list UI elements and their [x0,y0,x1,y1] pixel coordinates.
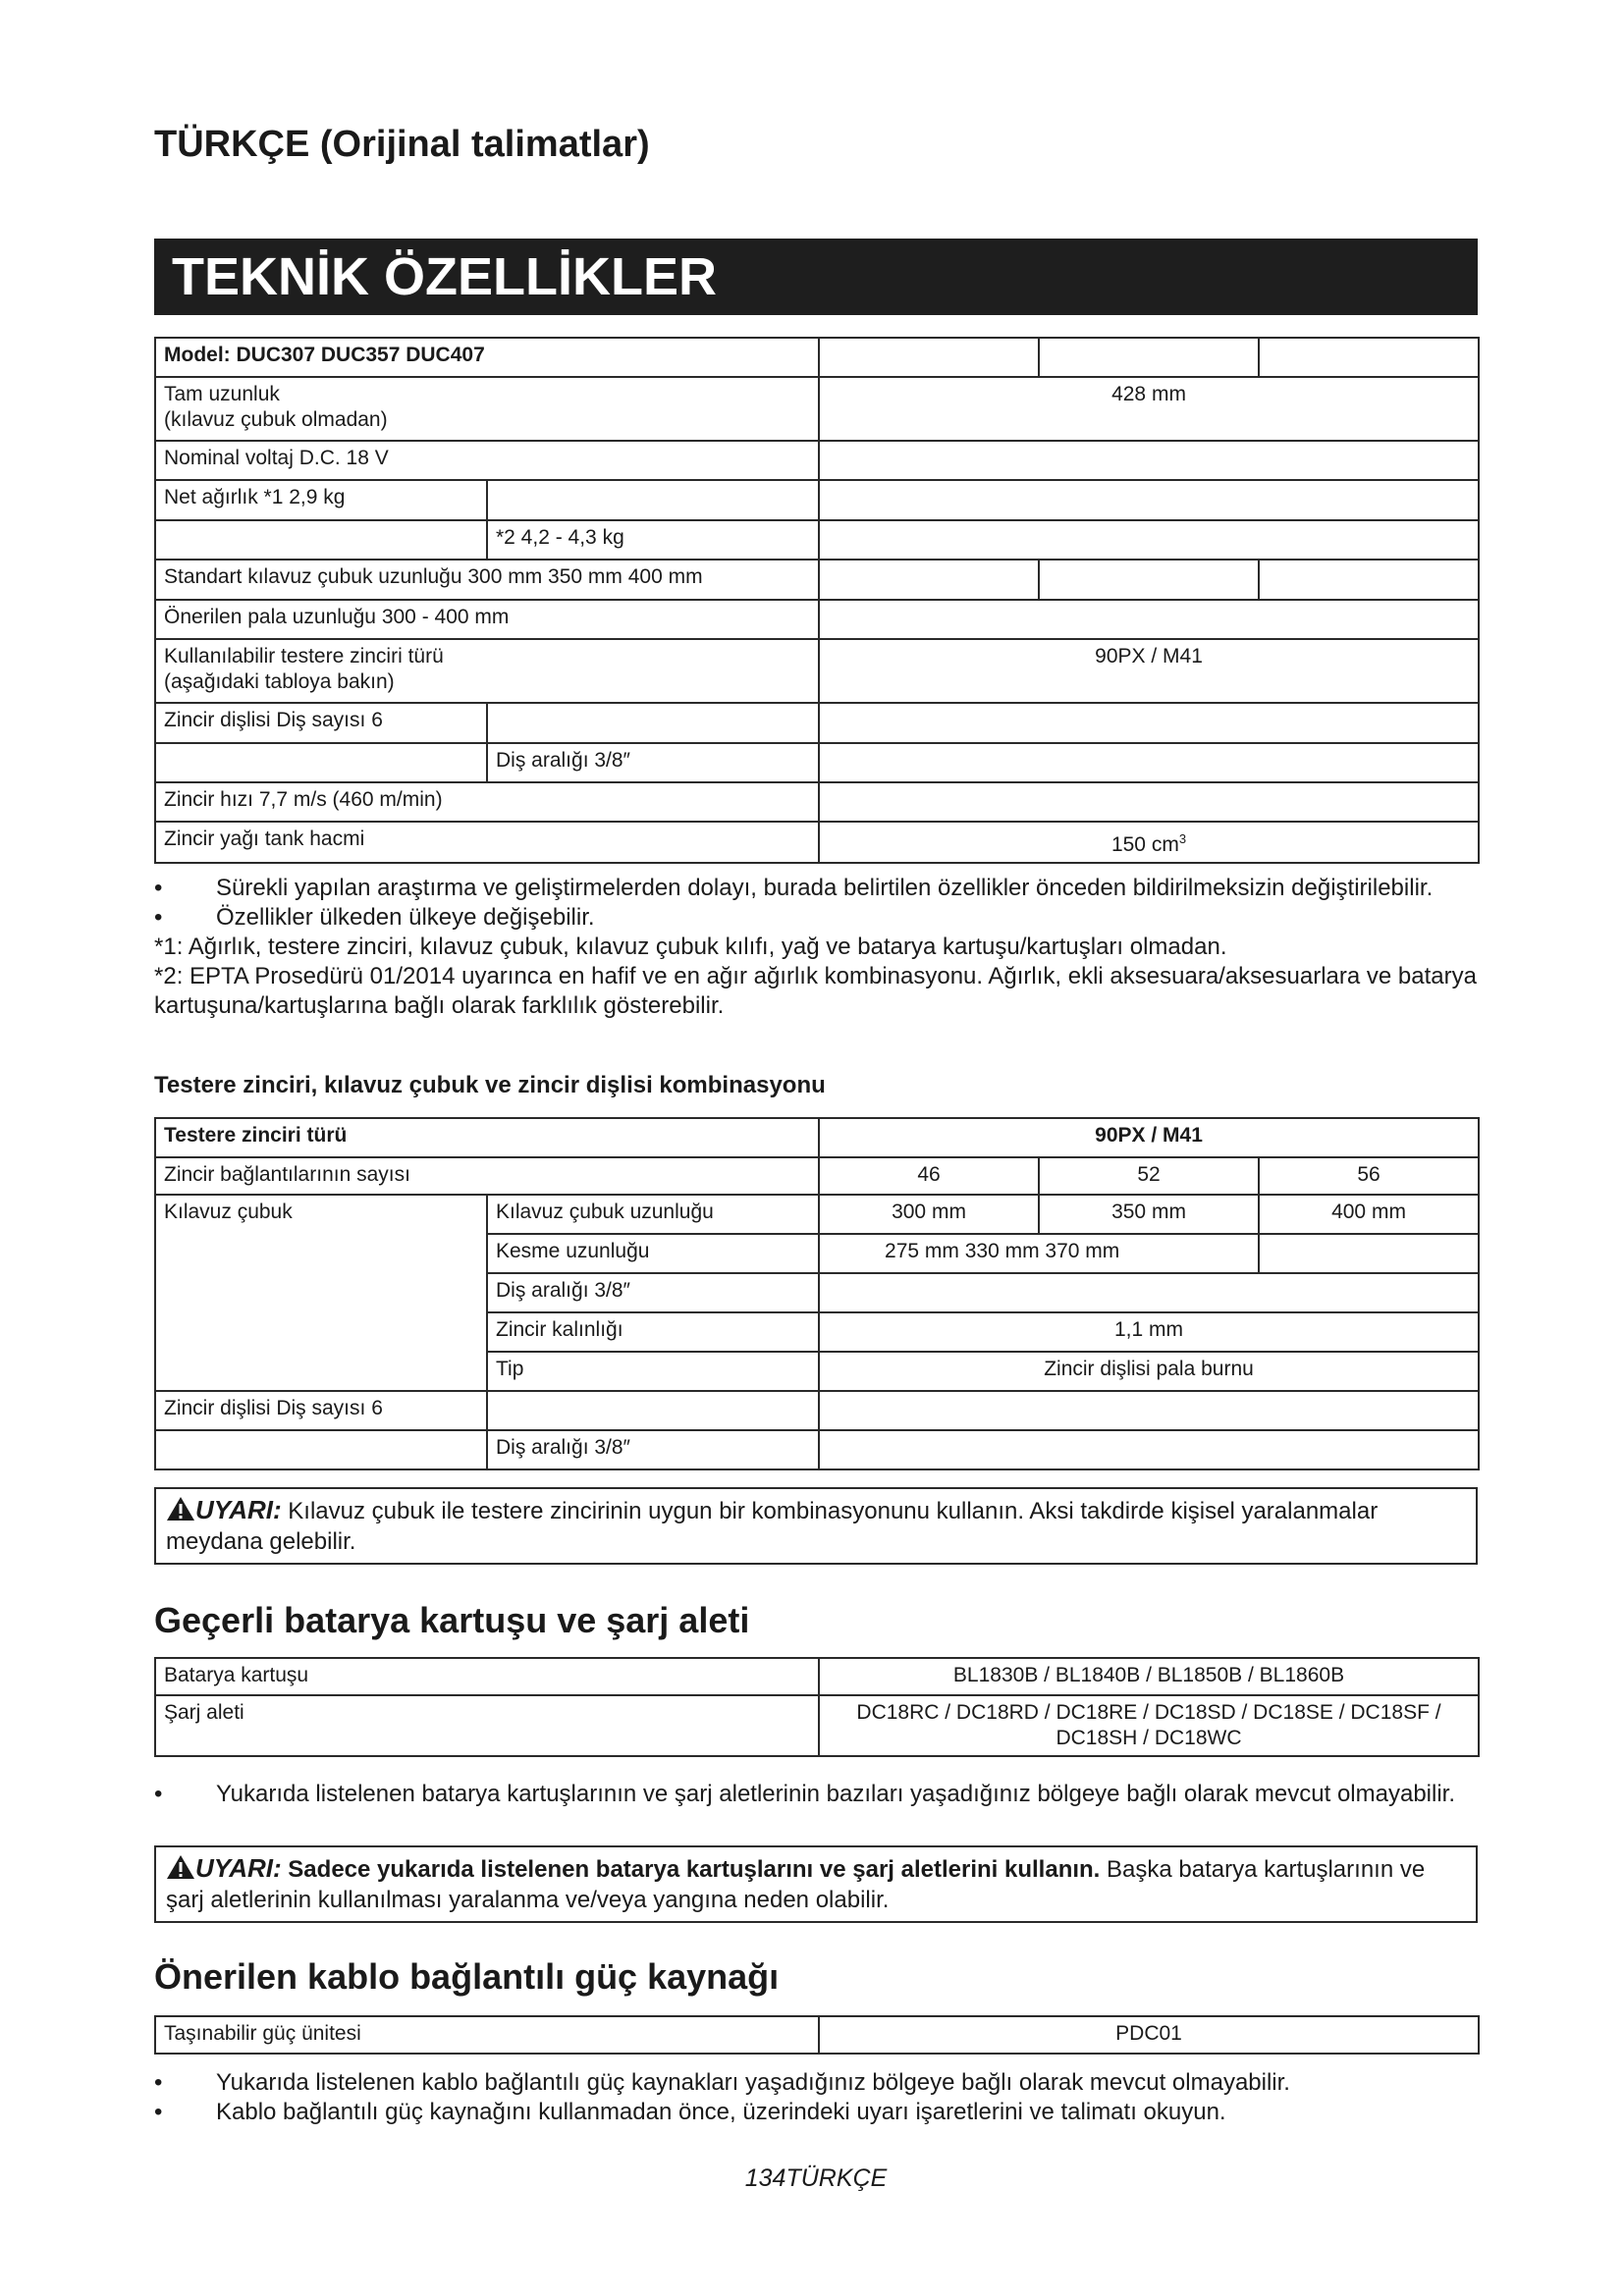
oil-tank-value: 150 $cm^3$ [819,822,1479,863]
power-supply-notes [154,2068,1478,2127]
overall-length-value: 428 mm [819,377,1479,441]
links-value: 52 [1039,1157,1259,1195]
language-title: TÜRKÇE (Orijinal talimatlar) [154,124,650,165]
battery-table [154,1657,1480,1757]
pitch-label: Diş aralığı 3/8″ [487,1273,819,1312]
model-label: Model: DUC307 DUC357 DUC407 [155,338,819,377]
warning-triangle-icon [166,1496,195,1522]
sprocket-pitch: Diş aralığı 3/8″ [487,743,819,782]
overall-length-label: Tam uzunluk (kılavuz çubuk olmadan) [155,377,819,441]
battery-note-bullet: • Yukarıda listelenen batarya kartuşlarının ve şarj aletlerinin bazıları yaşadığınız bölgeye bağlı olarak mevcut olmayabilir. [154,1781,1456,1807]
specifications-banner: TEKNİK ÖZELLİKLER [154,239,1478,315]
sprocket-label: Zincir dişlisi Diş sayısı 6 [155,1391,487,1430]
warning-box-battery [154,1845,1478,1923]
combination-title: Testere zinciri, kılavuz çubuk ve zincir dişlisi kombinasyonu [154,1072,826,1098]
chain-type-header: Testere zinciri türü [155,1118,819,1157]
chain-type-value: 90PX / M41 [819,639,1479,703]
battery-cartridge-label: Batarya kartuşu [155,1658,819,1695]
cutting-length-label: Kesme uzunluğu [487,1234,819,1273]
sprocket-label: Zincir dişlisi Diş sayısı 6 [155,703,487,743]
warning-box-combination [154,1487,1478,1565]
gauge-label: Zincir kalınlığı [487,1312,819,1352]
bar-length-value: 400 mm [1259,1195,1479,1234]
footnote-1: *1: Ağırlık, testere zinciri, kılavuz çubuk, kılavuz çubuk kılıfı, yağ ve batarya kartuşu/kartuşları olmadan. [154,934,1227,960]
cutting-length-values: 275 mm 330 mm 370 mm [819,1234,1259,1273]
power-note-bullet: • Kablo bağlantılı güç kaynağını kullanmadan önce, üzerindeki uyarı işaretlerini ve talimatı okuyun. [154,2099,1226,2125]
spec-note-bullet: • Özellikler ülkeden ülkeye değişebilir. [154,904,595,931]
warning-text: Kılavuz çubuk ile testere zincirinin uygun bir kombinasyonunu kullanın. Aksi takdirde kişisel yaralanmalar meydana gelebilir. [166,1498,1379,1555]
recommended-blade-label: Önerilen pala uzunluğu 300 - 400 mm [155,600,819,639]
warning-text: Başka batarya kartuşlarının ve şarj aletlerinin kullanılması yaralanma ve/veya yangına neden olabilir. [166,1856,1426,1913]
battery-cartridge-value: BL1830B / BL1840B / BL1850B / BL1860B [819,1658,1479,1695]
rated-voltage-label: Nominal voltaj D.C. 18 V [155,441,819,480]
battery-notes [154,1780,1478,1809]
warning-label: UYARI: [195,1853,282,1883]
footnote-2: *2: EPTA Prosedürü 01/2014 uyarınca en hafif ve en ağır ağırlık kombinasyonu. Ağırlık, ekli aksesuara/aksesuarlara ve batarya kartuşuna/kartuşlarına bağlı olarak farklılık gösterebilir. [154,963,1477,1019]
power-unit-value: PDC01 [819,2016,1479,2054]
chain-speed-label: Zincir hızı 7,7 m/s (460 m/min) [155,782,819,822]
oil-tank-label: Zincir yağı tank hacmi [155,822,819,863]
charger-value: DC18RC / DC18RD / DC18RE / DC18SD / DC18SE / DC18SF / DC18SH / DC18WC [819,1695,1479,1756]
gauge-value: 1,1 mm [819,1312,1479,1352]
net-weight-2: *2 4,2 - 4,3 kg [487,520,819,560]
type-value: Zincir dişlisi pala burnu [819,1352,1479,1391]
battery-section-title: Geçerli batarya kartuşu ve şarj aleti [154,1600,750,1640]
links-value: 56 [1259,1157,1479,1195]
bar-length-label: Kılavuz çubuk uzunluğu [487,1195,819,1234]
sprocket-pitch: Diş aralığı 3/8″ [487,1430,819,1469]
warning-strong-text: Sadece yukarıda listelenen batarya kartuşlarını ve şarj aletlerini kullanın. [288,1856,1101,1883]
page-footer: 134TÜRKÇE [744,2164,888,2192]
power-note-bullet: • Yukarıda listelenen kablo bağlantılı güç kaynakları yaşadığınız bölgeye bağlı olarak mevcut olmayabilir. [154,2069,1290,2096]
net-weight-label: Net ağırlık *1 2,9 kg [155,480,487,520]
warning-triangle-icon [166,1854,195,1880]
specifications-table [154,337,1480,864]
chain-type-label: Kullanılabilir testere zinciri türü (aşağıdaki tabloya bakın) [155,639,819,703]
links-label: Zincir bağlantılarının sayısı [155,1157,819,1195]
bar-length-value: 350 mm [1039,1195,1259,1234]
combination-table [154,1117,1480,1470]
spec-note-bullet: • Sürekli yapılan araştırma ve geliştirmelerden dolayı, burada belirtilen özellikler önceden bildirilmeksizin değiştirilebilir. [154,875,1434,901]
bar-length-value: 300 mm [819,1195,1039,1234]
type-label: Tip [487,1352,819,1391]
power-supply-section-title: Önerilen kablo bağlantılı güç kaynağı [154,1956,780,1997]
links-value: 46 [819,1157,1039,1195]
warning-label: UYARI: [195,1495,282,1524]
power-supply-table [154,2015,1480,2055]
charger-label: Şarj aleti [155,1695,819,1756]
guide-bar-length-label: Standart kılavuz çubuk uzunluğu 300 mm 350 mm 400 mm [155,560,819,600]
chain-type-value: 90PX / M41 [819,1118,1479,1157]
guide-bar-label: Kılavuz çubuk [155,1195,487,1391]
spec-notes [154,874,1478,1021]
power-unit-label: Taşınabilir güç ünitesi [155,2016,819,2054]
